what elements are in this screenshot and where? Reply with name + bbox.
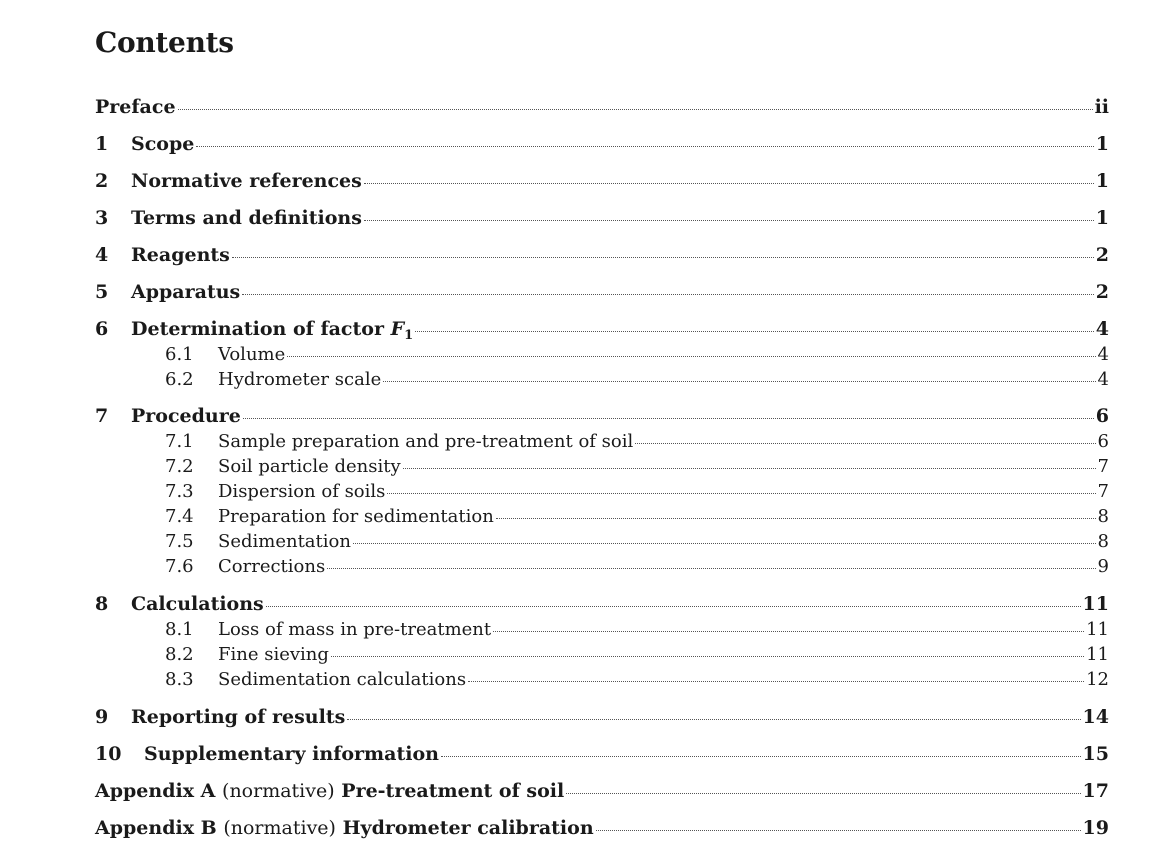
- toc-page-number: 11: [1086, 619, 1109, 640]
- toc-number: 9: [95, 706, 109, 728]
- toc-label: Reporting of results: [131, 706, 346, 728]
- toc-label: Hydrometer scale: [218, 369, 382, 390]
- toc-entry-6-2[interactable]: [95, 369, 1109, 390]
- toc-number: 7.3: [165, 481, 194, 502]
- dot-leader: [327, 568, 1095, 569]
- toc-number: 7.2: [165, 456, 194, 477]
- toc-entry-7-1[interactable]: [95, 431, 1109, 452]
- toc-label: Scope: [131, 133, 195, 155]
- dot-leader: [287, 356, 1095, 357]
- toc-entry-6[interactable]: [95, 318, 1109, 343]
- toc-appendix-qualifier: (normative): [222, 780, 335, 802]
- toc-page-number: 2: [1095, 281, 1109, 303]
- toc-page-number: ii: [1094, 96, 1109, 118]
- toc-label: Normative references: [131, 170, 362, 192]
- dot-leader: [353, 543, 1096, 544]
- toc-label: Fine sieving: [218, 644, 329, 665]
- toc-label: Volume: [218, 344, 286, 365]
- dot-leader: [496, 518, 1096, 519]
- toc-label: Sedimentation calculations: [218, 669, 467, 690]
- toc-entry-9[interactable]: [95, 706, 1109, 728]
- toc-entry-8-1[interactable]: [95, 619, 1109, 640]
- toc-number: 6.2: [165, 369, 194, 390]
- toc-entry-3[interactable]: [95, 207, 1109, 229]
- dot-leader: [596, 830, 1081, 831]
- toc-label-group: [131, 318, 414, 343]
- dot-leader: [383, 381, 1095, 382]
- dot-leader: [266, 606, 1081, 607]
- toc-entry-2[interactable]: [95, 170, 1109, 192]
- dot-leader: [493, 631, 1084, 632]
- toc-entry-10[interactable]: [95, 743, 1109, 765]
- toc-entry-preface[interactable]: [95, 96, 1109, 118]
- toc-page-number: 1: [1095, 207, 1109, 229]
- toc-entry-8-2[interactable]: [95, 644, 1109, 665]
- toc-label: Apparatus: [131, 281, 241, 303]
- dot-leader: [441, 756, 1081, 757]
- dot-leader: [347, 719, 1080, 720]
- toc-number: 2: [95, 170, 109, 192]
- dot-leader: [242, 294, 1094, 295]
- toc-page-number: 6: [1097, 431, 1109, 452]
- toc-variable: F: [390, 318, 405, 340]
- dot-leader: [635, 443, 1095, 444]
- toc-number: 6.1: [165, 344, 194, 365]
- toc-entry-7-4[interactable]: [95, 506, 1109, 527]
- toc-number: 8.1: [165, 619, 194, 640]
- dot-leader: [387, 493, 1095, 494]
- toc-label: Hydrometer calibration: [342, 817, 594, 839]
- toc-label: Determination of factor: [131, 318, 384, 340]
- toc-label: Corrections: [218, 556, 326, 577]
- toc-number: 3: [95, 207, 109, 229]
- toc-page-number: 9: [1097, 556, 1109, 577]
- toc-page-number: 7: [1097, 481, 1109, 502]
- toc-label: Reagents: [131, 244, 230, 266]
- dot-leader: [232, 257, 1094, 258]
- dot-leader: [364, 183, 1094, 184]
- page-title: Contents: [95, 26, 234, 59]
- dot-leader: [566, 793, 1080, 794]
- toc-label: Preparation for sedimentation: [218, 506, 494, 527]
- toc-label: Soil particle density: [218, 456, 401, 477]
- toc-number: 5: [95, 281, 109, 303]
- toc-number: 1: [95, 133, 109, 155]
- toc-page-number: 11: [1086, 644, 1109, 665]
- dot-leader: [196, 146, 1093, 147]
- dot-leader: [468, 681, 1084, 682]
- toc-entry-4[interactable]: [95, 244, 1109, 266]
- dot-leader: [243, 418, 1094, 419]
- toc-number: 7.5: [165, 531, 194, 552]
- toc-page-number: 11: [1082, 593, 1109, 615]
- toc-page-number: 1: [1095, 133, 1109, 155]
- toc-number: 8.3: [165, 669, 194, 690]
- toc-entry-1[interactable]: [95, 133, 1109, 155]
- toc-page-number: 1: [1095, 170, 1109, 192]
- toc-page-number: 8: [1097, 531, 1109, 552]
- toc-number: 8.2: [165, 644, 194, 665]
- toc-page-number: 14: [1082, 706, 1109, 728]
- toc-label: Calculations: [131, 593, 264, 615]
- toc-page-number: 19: [1082, 817, 1109, 839]
- dot-leader: [415, 331, 1094, 332]
- toc-number: 7.6: [165, 556, 194, 577]
- toc-entry-8-3[interactable]: [95, 669, 1109, 690]
- toc-page-number: 4: [1095, 318, 1109, 340]
- toc-number: 7.4: [165, 506, 194, 527]
- toc-entry-7-5[interactable]: [95, 531, 1109, 552]
- toc-entry-5[interactable]: [95, 281, 1109, 303]
- toc-page-number: 8: [1097, 506, 1109, 527]
- toc-label: Terms and definitions: [131, 207, 362, 229]
- dot-leader: [178, 109, 1093, 110]
- toc-label-group: [95, 780, 564, 802]
- toc-page-number: 2: [1095, 244, 1109, 266]
- toc-label: Loss of mass in pre-treatment: [218, 619, 492, 640]
- toc-label: Sample preparation and pre-treatment of soil: [218, 431, 634, 452]
- toc-entry-7-3[interactable]: [95, 481, 1109, 502]
- toc-number: 8: [95, 593, 109, 615]
- toc-entry-7-2[interactable]: [95, 456, 1109, 477]
- toc-number: 6: [95, 318, 109, 340]
- toc-entry-6-1[interactable]: [95, 344, 1109, 365]
- toc-label-group: [95, 817, 594, 839]
- toc-appendix-qualifier: (normative): [223, 817, 336, 839]
- toc-entry-8[interactable]: [95, 593, 1109, 615]
- toc-page-number: 12: [1086, 669, 1109, 690]
- toc-entry-7-6[interactable]: [95, 556, 1109, 577]
- dot-leader: [403, 468, 1096, 469]
- toc-label: Pre-treatment of soil: [341, 780, 565, 802]
- toc-label: Sedimentation: [218, 531, 351, 552]
- toc-entry-appendix-a[interactable]: [95, 780, 1109, 802]
- toc-subscript: 1: [404, 328, 414, 343]
- toc-page-number: 4: [1097, 344, 1109, 365]
- toc-page-number: 7: [1097, 456, 1109, 477]
- toc-appendix-prefix: Appendix A: [95, 780, 216, 802]
- toc-number: 10: [95, 743, 122, 765]
- toc-label: Preface: [95, 96, 176, 118]
- toc-page-number: 17: [1082, 780, 1109, 802]
- toc-label: Dispersion of soils: [218, 481, 386, 502]
- toc-number: 4: [95, 244, 109, 266]
- dot-leader: [364, 220, 1094, 221]
- toc-label: Supplementary information: [144, 743, 439, 765]
- toc-number: 7.1: [165, 431, 194, 452]
- toc-entry-7[interactable]: [95, 405, 1109, 427]
- dot-leader: [331, 656, 1084, 657]
- toc-entry-appendix-b[interactable]: [95, 817, 1109, 839]
- toc-appendix-prefix: Appendix B: [95, 817, 217, 839]
- toc-label: Procedure: [131, 405, 241, 427]
- toc-page-number: 15: [1082, 743, 1109, 765]
- toc-number: 7: [95, 405, 109, 427]
- toc-page-number: 6: [1095, 405, 1109, 427]
- toc-page-number: 4: [1097, 369, 1109, 390]
